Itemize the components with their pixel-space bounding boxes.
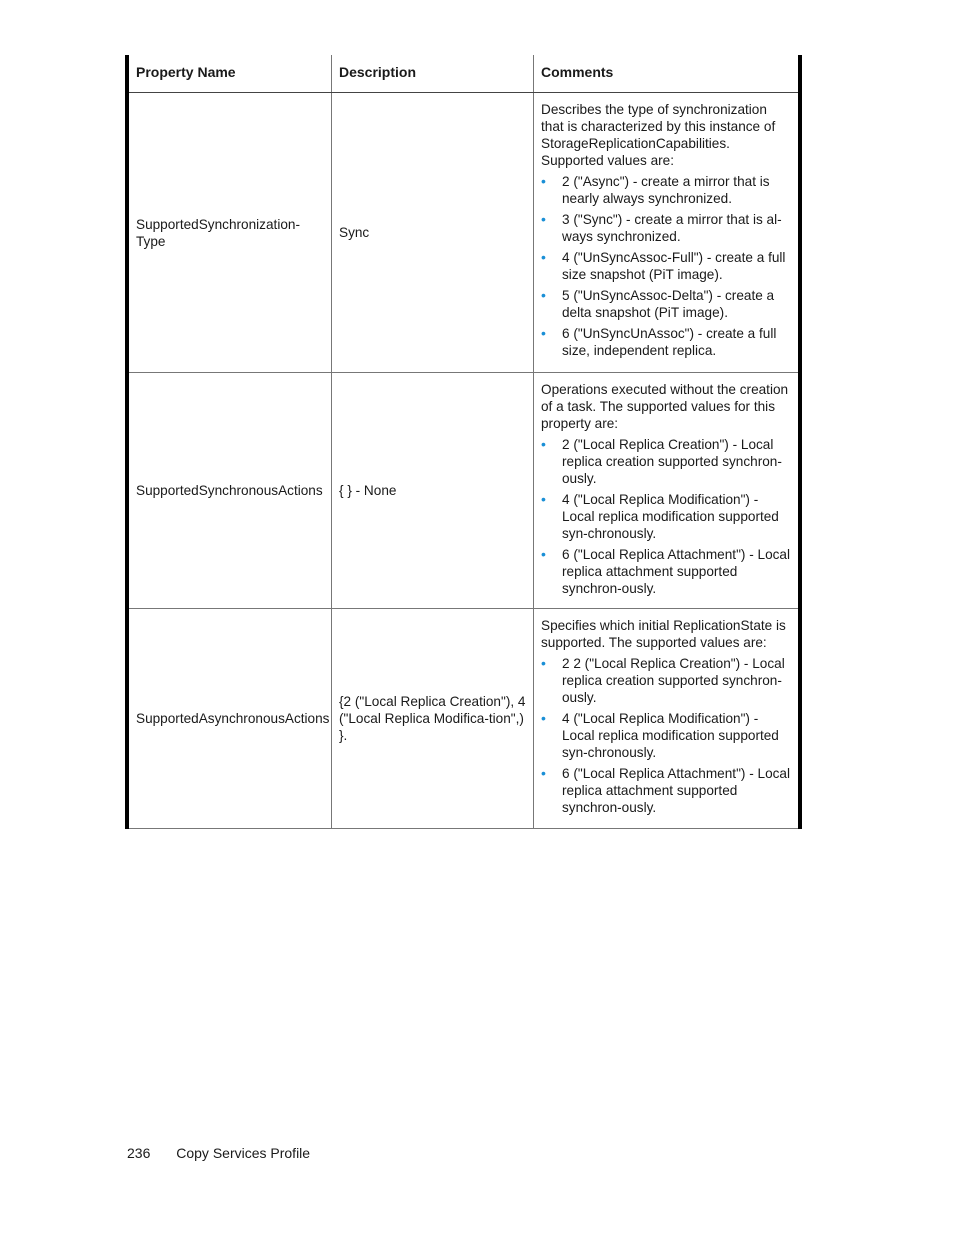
bullet-icon: •	[541, 249, 546, 265]
list-item: • 3 ("Sync") - create a mirror that is al-ways synchronized.	[541, 211, 782, 244]
comments-intro: Operations executed without the creation of a task. The supported values for this property are:	[541, 382, 789, 431]
bullet-icon: •	[541, 211, 546, 227]
property-name: SupportedSynchronousActions	[136, 483, 323, 498]
comments-intro: Describes the type of synchronization that is characterized by this instance of StorageReplicationCapabilities. Supported values are:	[541, 102, 776, 168]
header-description: Description	[331, 55, 533, 92]
comments-intro: Specifies which initial ReplicationState is supported. The supported values are:	[541, 618, 786, 650]
bullet-icon: •	[541, 173, 546, 189]
table-header-row	[129, 55, 798, 93]
section-title: Copy Services Profile	[176, 1145, 311, 1161]
description-cell	[331, 609, 533, 828]
description: {2 ("Local Replica Creation"), 4 ("Local Replica Modifica-tion",) }.	[339, 694, 526, 743]
bullet-icon: •	[541, 491, 546, 507]
description-cell	[331, 93, 533, 372]
description: { } - None	[339, 483, 397, 498]
comments-list	[541, 655, 792, 816]
property-name-cell	[129, 373, 331, 608]
table-row	[129, 93, 798, 373]
list-item: • 5 ("UnSyncAssoc-Delta") - create a delta snapshot (PiT image).	[541, 287, 775, 320]
page-footer	[127, 1145, 310, 1161]
page-number: 236	[127, 1145, 151, 1161]
list-item: • 6 ("Local Replica Attachment") - Local replica attachment supported synchron-ously.	[541, 765, 791, 815]
table-row	[129, 373, 798, 609]
comments-cell	[533, 93, 798, 372]
list-item: • 4 ("UnSyncAssoc-Full") - create a full size snapshot (PiT image).	[541, 249, 786, 282]
table-row	[129, 609, 798, 829]
comments-list	[541, 436, 792, 597]
bullet-icon: •	[541, 710, 546, 726]
comments-list	[541, 173, 792, 359]
list-item: • 4 ("Local Replica Modification") - Local replica modification supported syn-chronously.	[541, 491, 779, 541]
list-item: • 2 ("Async") - create a mirror that is nearly always synchronized.	[541, 173, 770, 206]
header-property-name: Property Name	[136, 64, 236, 80]
properties-table	[125, 55, 802, 829]
property-name: SupportedSynchronization- Type	[136, 216, 300, 249]
bullet-icon: •	[541, 436, 546, 452]
property-name-cell	[129, 93, 331, 372]
list-item: • 2 ("Local Replica Creation") - Local replica creation supported synchron-ously.	[541, 436, 782, 486]
comments-cell	[533, 609, 798, 828]
list-item: • 4 ("Local Replica Modification") - Local replica modification supported syn-chronously.	[541, 710, 779, 760]
bullet-icon: •	[541, 546, 546, 562]
property-name-cell	[129, 609, 331, 828]
property-name: SupportedAsynchronousActions	[136, 711, 330, 726]
bullet-icon: •	[541, 655, 546, 671]
bullet-icon: •	[541, 287, 546, 303]
description: Sync	[339, 225, 370, 240]
description-cell	[331, 373, 533, 608]
list-item: • 2 2 ("Local Replica Creation") - Local replica creation supported synchron-ously.	[541, 655, 785, 705]
comments-cell	[533, 373, 798, 608]
bullet-icon: •	[541, 765, 546, 781]
header-comments: Comments	[533, 55, 798, 92]
list-item: • 6 ("UnSyncUnAssoc") - create a full size, independent replica.	[541, 325, 777, 358]
list-item: • 6 ("Local Replica Attachment") - Local replica attachment supported synchron-ously.	[541, 546, 791, 596]
bullet-icon: •	[541, 325, 546, 341]
